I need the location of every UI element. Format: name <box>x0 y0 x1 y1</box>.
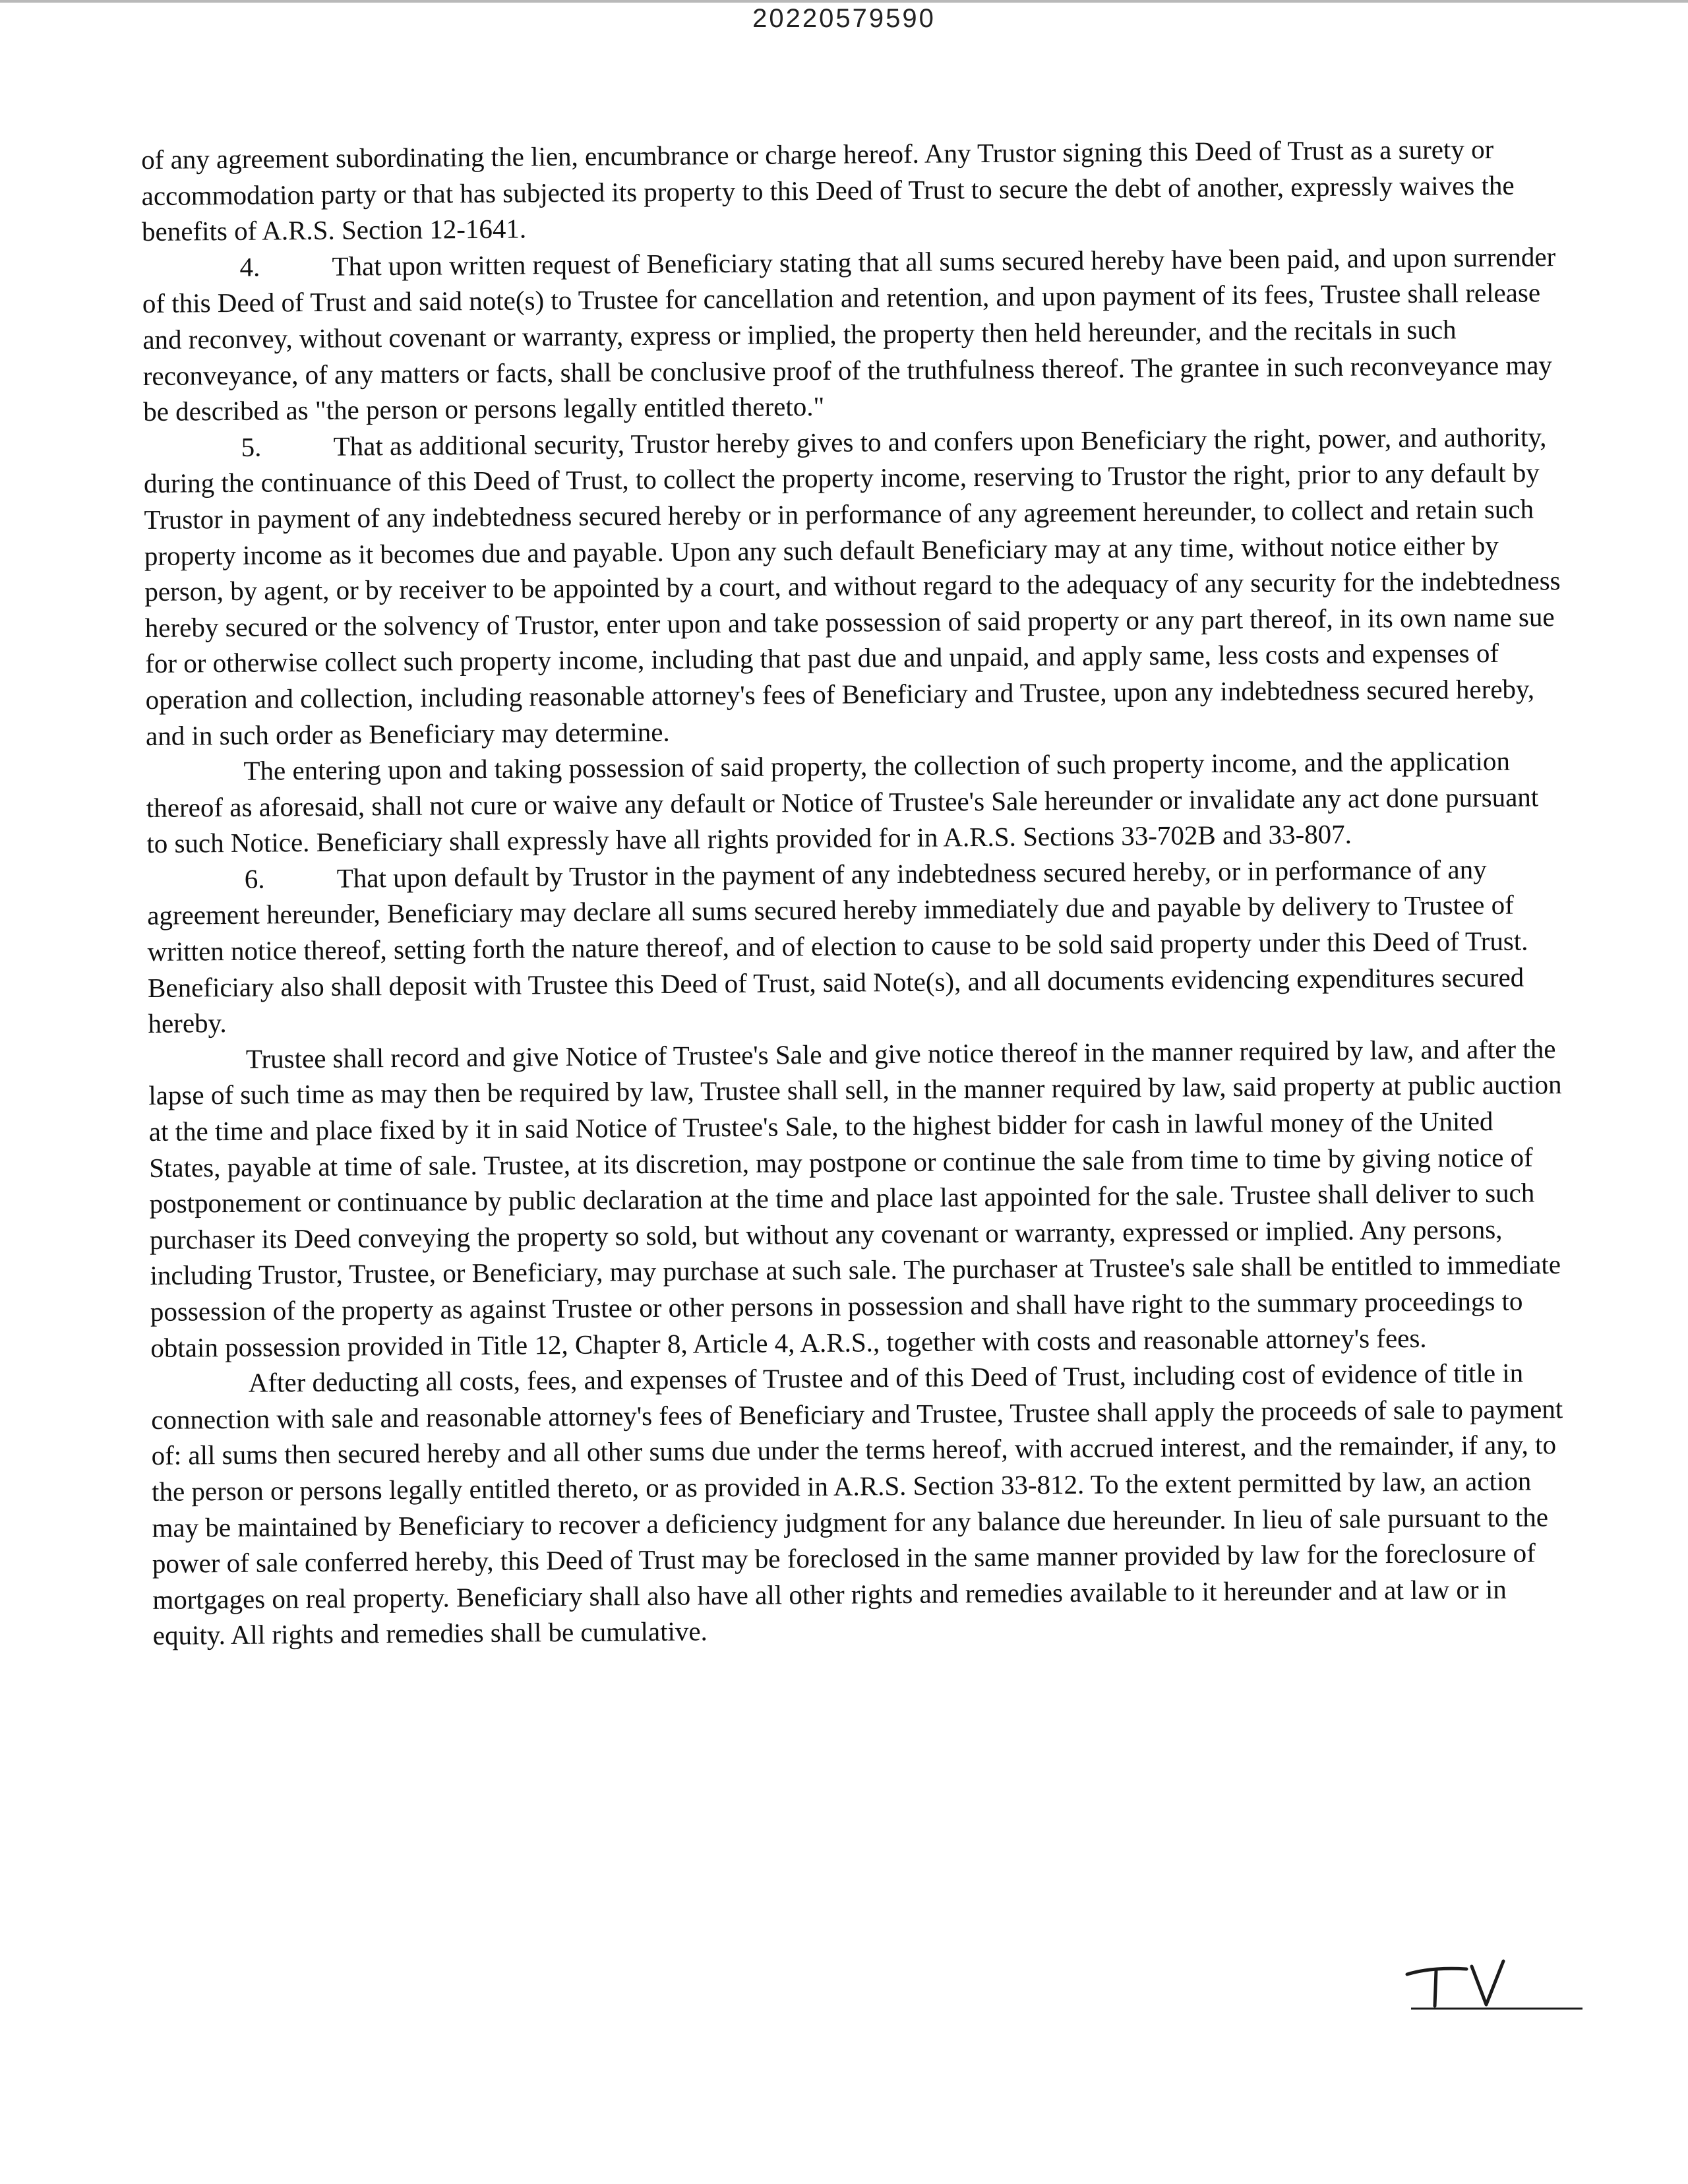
paragraph-trustee-sale <box>148 1031 1569 1366</box>
paragraph-text: of any agreement subordinating the lien, encumbrance or charge hereof. Any Trustor signing this Deed of Trust as a surety or accommodation party or that has subjected its property to this Deed of Trust to secure the debt of another, expressly waives the benefits of A.R.S. Section 12-1641. <box>141 133 1515 247</box>
document-body <box>141 131 1571 1654</box>
paragraph-5-continued <box>146 743 1564 862</box>
paragraph-5 <box>143 419 1563 754</box>
scan-top-edge <box>0 0 1688 3</box>
paragraph-text: That as additional security, Trustor hereby gives to and confers upon Beneficiary the right, power, and authority, during the continuance of this Deed of Trust, to collect the property income, reserving to Trustor the right, prior to any default by Trustor in payment of any indebtedness secured hereby or in performance of any agreement hereunder, to collect and retain such property income as it becomes due and payable. Upon any such default Beneficiary may at any time, without notice either by person, by agent, or by receiver to be appointed by a court, and without regard to the adequacy of any security for the indebtedness hereby secured or the solvency of Trustor, enter upon and take possession of said property or any part thereof, in its own name sue for or otherwise collect such property income, including that past due and unpaid, and apply same, less costs and expenses of operation and collection, including reasonable attorney's fees of Beneficiary and Trustee, upon any indebtedness secured hereby, and in such order as Beneficiary may determine. <box>143 421 1561 751</box>
recording-number: 20220579590 <box>752 4 936 33</box>
paragraph-text: That upon written request of Beneficiary stating that all sums secured hereby have been paid, and upon surrender of this Deed of Trust and said note(s) to Trustee for cancellation and retention, and upon payment of its fees, Trustee shall release and reconvey, without covenant or warranty, express or implied, the property then held hereunder, and the recitals in such reconveyance, of any matters or facts, shall be conclusive proof of the truthfulness thereof. The grantee in such reconveyance may be described as "the person or persons legally entitled thereto." <box>142 241 1556 427</box>
paragraph-number: 4. <box>239 251 260 282</box>
paragraph-6 <box>147 851 1566 1042</box>
paragraph-number: 5. <box>241 431 262 462</box>
paragraph-text: After deducting all costs, fees, and expenses of Trustee and of this Deed of Trust, including cost of evidence of title in connection with sale and reasonable attorney's fees of Beneficiary and Trustee, Trustee shall apply the proceeds of sale to payment of: all sums then secured hereby and all other sums due under the terms hereof, with accrued interest, and the remainder, if any, to the person or persons legally entitled thereto, or as provided in A.R.S. Section 33-812. To the extent permitted by law, an action may be maintained by Beneficiary to recover a deficiency judgment for any balance due hereunder. In lieu of sale pursuant to the power of sale conferred hereby, this Deed of Trust may be foreclosed in the same manner provided by law for the foreclosure of mortgages on real property. Beneficiary shall also have all other rights and remedies available to it hereunder and at law or in equity. All rights and remedies shall be cumulative. <box>151 1357 1563 1651</box>
initials-signature <box>1398 1952 1589 2024</box>
paragraph-continuation <box>141 131 1559 250</box>
paragraph-4 <box>142 239 1561 430</box>
paragraph-text: Trustee shall record and give Notice of Trustee's Sale and give notice thereof in the manner required by law, and after the lapse of such time as may then be required by law, Trustee shall sell, in the manner required by law, said property at public auction at the time and place fixed by it in said Notice of Trustee's Sale, to the highest bidder for cash in lawful money of the United States, payable at time of sale. Trustee, at its discretion, may postpone or continue the sale from time to time by giving notice of postponement or continuance by public declaration at the time and place last appointed for the sale. Trustee shall deliver to such purchaser its Deed conveying the property so sold, but without any covenant or warranty, expressed or implied. Any persons, including Trustor, Trustee, or Beneficiary, may purchase at such sale. The purchaser at Trustee's sale shall be entitled to immediate possession of the property as against Trustee or other persons in possession and shall have right to the summary proceedings to obtain possession provided in Title 12, Chapter 8, Article 4, A.R.S., together with costs and reasonable attorney's fees. <box>148 1033 1562 1363</box>
paragraph-number: 6. <box>244 863 265 894</box>
paragraph-text: The entering upon and taking possession of said property, the collection of such property income, and the application thereof as aforesaid, shall not cure or waive any default or Notice of Trustee's Sale hereunder or invalidate any act done pursuant to such Notice. Beneficiary shall expressly have all rights provided for in A.R.S. Sections 33-702B and 33-807. <box>146 745 1539 859</box>
paragraph-text: That upon default by Trustor in the payment of any indebtedness secured hereby, or in performance of any agreement hereunder, Beneficiary may declare all sums secured hereby immediately due and payable by delivery to Trustee of written notice thereof, setting forth the nature thereof, and of election to cause to be sold said property under this Deed of Trust. Beneficiary also shall deposit with Trustee this Deed of Trust, said Note(s), and all documents evidencing expenditures secured hereby. <box>147 853 1528 1039</box>
paragraph-proceeds <box>151 1354 1571 1654</box>
